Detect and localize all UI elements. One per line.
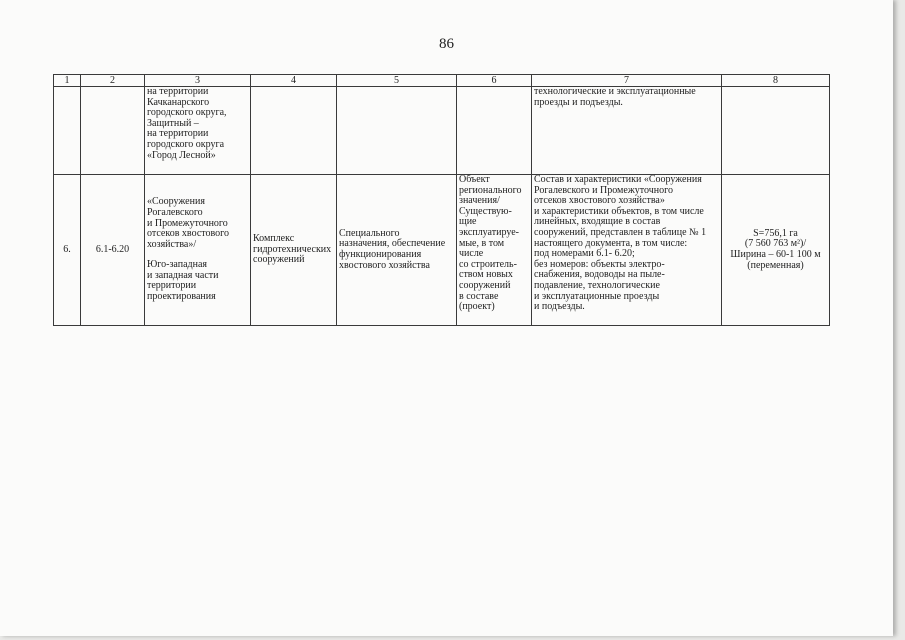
- cell-line: гидротехнических: [253, 243, 332, 255]
- column-number: 5: [337, 75, 457, 87]
- cell-line: городского округа: [147, 138, 225, 150]
- cell-line: отсеков хвостового: [147, 228, 230, 240]
- cell-line: регионального: [459, 184, 522, 196]
- status-cell: [457, 175, 532, 326]
- cell-line: городского округа,: [147, 107, 227, 119]
- cell-line: и характеристики объектов, в том числе: [534, 205, 704, 217]
- cell-line: назначения, обеспечение: [339, 238, 446, 250]
- cell-line: проектирования: [147, 291, 216, 303]
- cell-line: со строитель-: [459, 258, 517, 270]
- cell-line: Специального: [339, 227, 400, 239]
- cell-line: значения/: [459, 195, 500, 207]
- page-number: 86: [439, 36, 454, 52]
- cell-line: Существую-: [459, 205, 512, 217]
- cell-line: отсеков хвостового хозяйства»: [534, 195, 665, 207]
- cell-line: под номерами 6.1- 6.20;: [534, 248, 635, 260]
- location-cell: [145, 87, 251, 175]
- cell-line: щие: [459, 216, 477, 228]
- table-row-continued: [54, 87, 830, 175]
- cell-line: линейных, входящие в состав: [534, 216, 661, 228]
- parameters-cell: [722, 175, 830, 326]
- cell-line: снабжения, водоводы на пыле-: [534, 269, 665, 281]
- cell-line: хозяйства»/: [147, 238, 197, 250]
- cell-line: проезды и подъезды.: [534, 96, 623, 108]
- cell-line: Качканарского: [147, 96, 210, 108]
- cell-line: на территории: [147, 128, 209, 140]
- purpose-cell: [337, 175, 457, 326]
- cell-line: Рогалевского и Промежуточного: [534, 184, 673, 196]
- object-type-cell: [251, 175, 337, 326]
- cell-line: мые, в том: [459, 237, 505, 249]
- cell-line: Юго-западная: [147, 259, 207, 271]
- code-cell: 6.1-6.20: [81, 175, 145, 326]
- cell-line: S=756,1 га: [753, 227, 798, 239]
- cell-line: функционирования: [339, 249, 422, 260]
- cell-line: и западная части: [147, 269, 219, 281]
- cell-line: хвостового хозяйства: [339, 259, 430, 271]
- cell-line: и эксплуатационные проезды: [534, 290, 660, 302]
- cell-line: Защитный –: [147, 117, 199, 129]
- composition-cell: [532, 175, 722, 326]
- cell-line: и Промежуточного: [147, 217, 228, 229]
- column-number: 3: [145, 75, 251, 87]
- column-number: 8: [722, 75, 830, 87]
- cell-line: сооружений: [459, 279, 511, 291]
- cell-line: технологические и эксплуатационные: [534, 86, 696, 97]
- table-row: [54, 175, 830, 326]
- cell-line: ством новых: [459, 269, 513, 281]
- column-number: 7: [532, 75, 722, 87]
- column-number: 4: [251, 75, 337, 87]
- cell-line: на территории: [147, 86, 209, 97]
- cell-line: «Сооружения: [147, 196, 205, 208]
- cell-line: (переменная): [747, 259, 804, 271]
- cell-line: (проект): [459, 301, 495, 313]
- row-number-cell: 6.: [54, 175, 81, 326]
- composition-cell: [532, 87, 722, 175]
- cell-line: настоящего документа, в том числе:: [534, 237, 688, 249]
- cell-line: без номеров: объекты электро-: [534, 258, 665, 270]
- cell-line: сооружений, представлен в таблице № 1: [534, 226, 707, 238]
- column-number: 1: [54, 75, 81, 87]
- cell-line: числе: [459, 248, 484, 260]
- cell-line: подавление, технологические: [534, 279, 660, 291]
- cell-line: Состав и характеристики «Сооружения: [534, 174, 702, 185]
- cell-line: и подъезды.: [534, 301, 585, 313]
- objects-table: [53, 74, 830, 326]
- column-number: 2: [81, 75, 145, 87]
- object-name-cell: [145, 175, 251, 326]
- cell-line: Комплекс: [253, 233, 295, 245]
- cell-line: Ширина – 60-1 100 м: [730, 249, 821, 260]
- cell-line: «Город Лесной»: [147, 149, 216, 161]
- cell-line: эксплуатируе-: [459, 226, 519, 238]
- cell-line: в составе: [459, 290, 499, 302]
- cell-line: (7 560 763 м²)/: [744, 238, 807, 250]
- column-number-row: [54, 75, 830, 87]
- cell-line: Объект: [459, 174, 490, 185]
- column-number: 6: [457, 75, 532, 87]
- cell-line: Рогалевского: [147, 206, 203, 218]
- cell-line: сооружений: [253, 254, 305, 266]
- cell-line: территории: [147, 280, 197, 292]
